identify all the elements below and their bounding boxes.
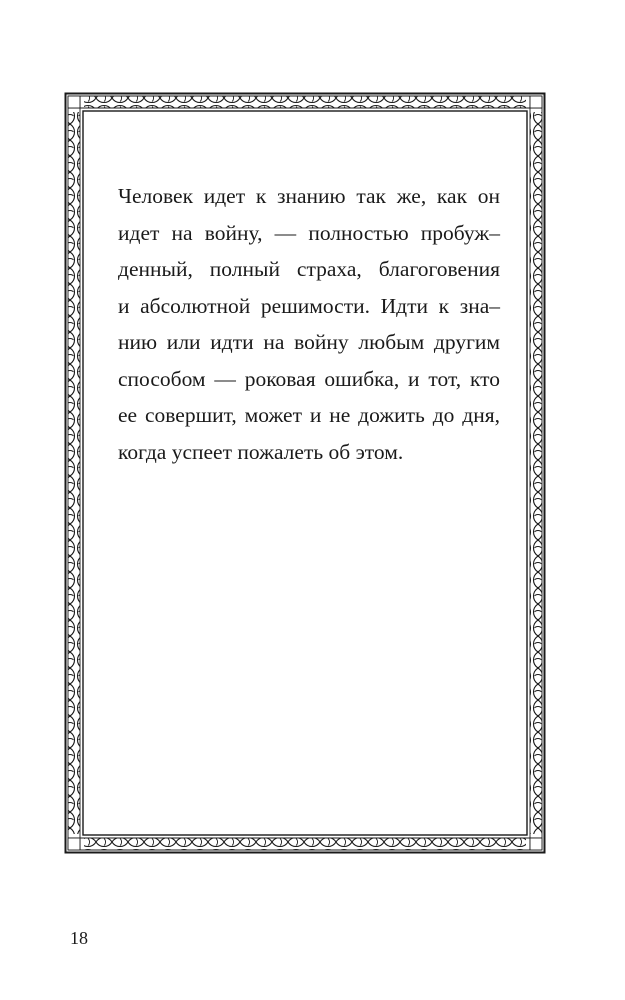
text-line: и абсолютной решимости. Идти к зна– bbox=[118, 293, 500, 318]
text-line: Человек идет к знанию так же, как он bbox=[118, 184, 500, 208]
text-line: идет на войну, — полностью пробуж– bbox=[118, 220, 500, 245]
text-line: денный, полный страха, благоговения bbox=[118, 257, 500, 281]
quote-passage bbox=[118, 178, 500, 470]
page-number: 18 bbox=[70, 928, 88, 948]
text-line: нию или идти на войну любым другим bbox=[118, 330, 500, 354]
text-line: когда успеет пожалеть об этом. bbox=[118, 439, 404, 464]
text-line: способом — роковая ошибка, и тот, кто bbox=[118, 366, 500, 391]
text-line: ее совершит, может и не дожить до дня, bbox=[118, 403, 500, 427]
